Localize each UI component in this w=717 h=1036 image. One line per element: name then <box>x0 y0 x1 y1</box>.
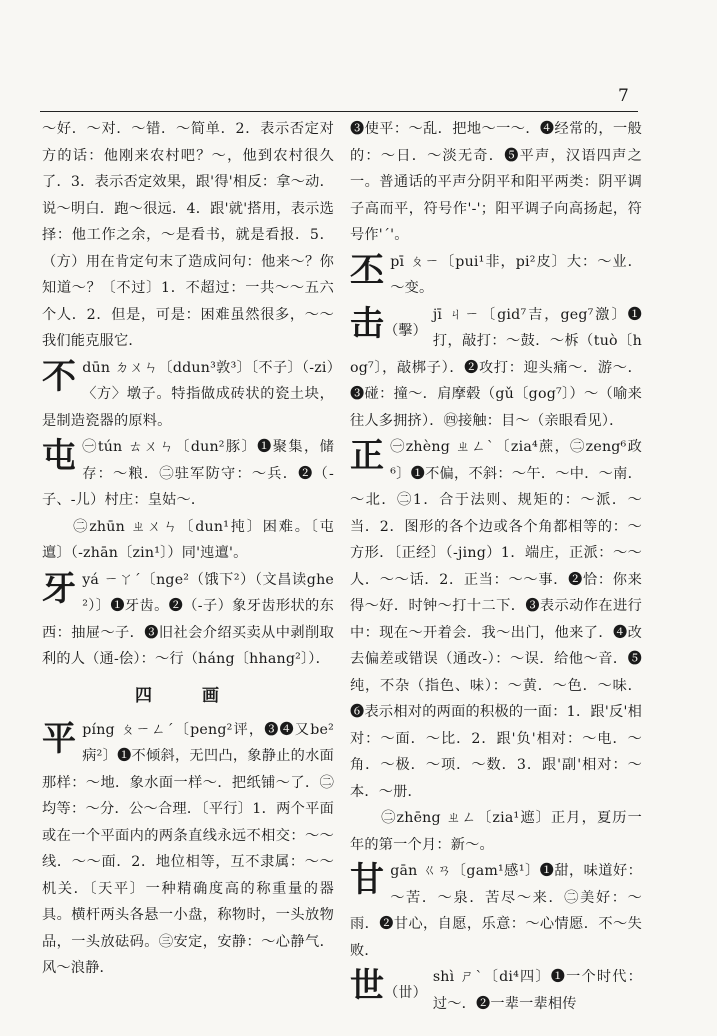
headword-char: 丕 <box>350 250 385 291</box>
entry-headword <box>350 251 384 291</box>
entry-subsense: ㊁zhūn ㄓㄨㄣ〔dun¹扽〕困难。〔屯邅〕（-zhān〔zin¹〕）同'迍邅'。 <box>42 518 334 561</box>
entry-headword <box>42 569 76 609</box>
section-heading: 四 画 <box>135 685 241 706</box>
dictionary-entry <box>42 717 334 982</box>
entry-continuation: ～好．～对．～错．～简单．2．表示否定对方的话：他刚来农村吧？～，他到农村很久了．3．表示否定效果，跟'得'相反：拿～动．说～明白．跑～很远．4．跟'就'搭用，表示选择：他工作之余，～是看书，就是看报．5．（方）用在肯定句末了造成问句：他来～？你知道～？〔不过〕1．不超过：一共～～五六个人．2．但是，可是：困难虽然很多，～～我们能克服它． <box>42 121 334 349</box>
entry-headword <box>42 436 76 476</box>
header-rule <box>40 111 638 112</box>
dictionary-entry <box>350 249 642 302</box>
dictionary-entry <box>350 858 642 964</box>
entry-text: gān ㄍㄢ〔gam¹感¹〕❶甜，味道好：～苦．～泉．苦尽～来．㊁美好：～雨．❷甘心，自愿，乐意：～心情愿．不～失败． <box>350 863 642 959</box>
dictionary-entry <box>350 964 642 1017</box>
headword-char: 世 <box>350 966 385 1006</box>
headword-char: 正 <box>350 436 385 476</box>
headword-char: 屯 <box>42 436 77 476</box>
entry-text: yá ㄧㄚˊ〔nge²（饿下²）（文昌读ghe²）〕❶牙齿。❷（-子）象牙齿形状的东西：抽屉～子．❸旧社会介绍买卖从中剥削取利的人（通-侩）：～行（háng〔hhang²〕）． <box>42 571 334 667</box>
entry-text: píng ㄆㄧㄥˊ〔peng²评，❸❹又be²病²〕❶不倾斜，无凹凸，象静止的水面那样：～地．象水面一样～．把纸铺～了．㊁均等：～分．公～合理．〔平行〕1．两个平面或在一个平面内的两条直线永远不相交：～～线．～～面．2．地位相等，互不隶属：～～机关．〔天平〕一种精确度高的称重量的器具。横杆两头各悬一小盘，称物时，一头放物品，一头放砝码。㊂安定，安静：～心静气．风～浪静． <box>42 721 334 976</box>
entry-text: shì ㄕˋ〔di⁴四〕❶一个时代：过～．❷一辈一辈相传 <box>432 969 642 1012</box>
entry-headword <box>350 966 427 1013</box>
headword-char: 牙 <box>42 568 77 609</box>
entry-headword <box>42 357 76 397</box>
headword-char: 甘 <box>350 860 385 900</box>
headword-variant: （丗） <box>384 985 427 1001</box>
entry-text: pī ㄆㄧ〔pui¹非，pi²皮〕大：～业．～变。 <box>390 253 642 296</box>
dictionary-entry <box>350 302 642 435</box>
headword-char: 不 <box>42 356 77 397</box>
headword-char: 击 <box>350 303 385 344</box>
entry-headword <box>42 719 76 759</box>
dictionary-entry <box>42 567 334 673</box>
entry-text: dūn ㄉㄨㄣ〔ddun³敦³〕〔不子〕（-zi）〈方〉墩子。特指做成砖状的瓷土块，是制造瓷器的原料。 <box>42 359 334 429</box>
entry-subsense: ㊁zhēng ㄓㄥ〔zia¹遮〕正月，夏历一年的第一个月：新～。 <box>350 810 642 853</box>
entry-headword <box>350 436 384 476</box>
headword-variant: （擊） <box>384 322 427 339</box>
entry-text: jī ㄐㄧ〔gid⁷吉，geg⁷激〕❶打，敲打：～鼓．～柝（tuò〔hog⁷〕，敲梆子）．❷攻打：迎头痛～．游～．❸碰：撞～．肩摩毂（gǔ〔gog⁷〕）～（喻来往人多拥挤）．㊃接触：目～（亲眼看见）． <box>350 306 642 429</box>
dictionary-entry <box>350 434 642 805</box>
right-column <box>350 116 642 1017</box>
entry-text: ㊀zhèng ㄓㄥˋ〔zia⁴蔗，㊁zeng⁶政⁶〕❶不偏，不斜：～午．～中．～南．～北．㊁1．合于法则、规矩的：～派．～当．2．图形的各个边或各个角都相等的：～方形．〔正经〕（-jing）1．端庄，正派：～～人．～～话．2．正当：～～事．❷恰：你来得～好．时钟～打十二下．❸表示动作在进行中：现在～开着会．我～出门，他来了．❹改去偏差或错误（通改-）：～误．给他～音．❺纯，不杂（指色、味）：～黄．～色．～味．❻表示相对的两面的积极的一面：1．跟'反'相对：～面．～比．2．跟'负'相对：～电．～角．～极．～项．～数．3．跟'副'相对：～本．～册． <box>350 439 642 800</box>
headword-char: 平 <box>42 718 77 759</box>
dictionary-entry <box>42 355 334 435</box>
entry-headword <box>350 860 384 900</box>
dictionary-entry <box>42 434 334 514</box>
entry-headword <box>350 304 427 351</box>
left-column <box>42 116 334 982</box>
page-number: 7 <box>618 86 629 106</box>
entry-continuation: ❸使平：～乱．把地～一～．❹经常的，一般的：～日．～淡无奇．❺平声，汉语四声之一。普通话的平声分阴平和阳平两类：阴平调子高而平，符号作'-'；阳平调子向高扬起，符号作'ˊ'。 <box>350 121 642 243</box>
entry-text: ㊀tún ㄊㄨㄣ〔dun²豚〕❶聚集，储存：～粮．㊁驻军防守：～兵．❷（-子、-儿）村庄：皇姑～． <box>42 439 334 508</box>
